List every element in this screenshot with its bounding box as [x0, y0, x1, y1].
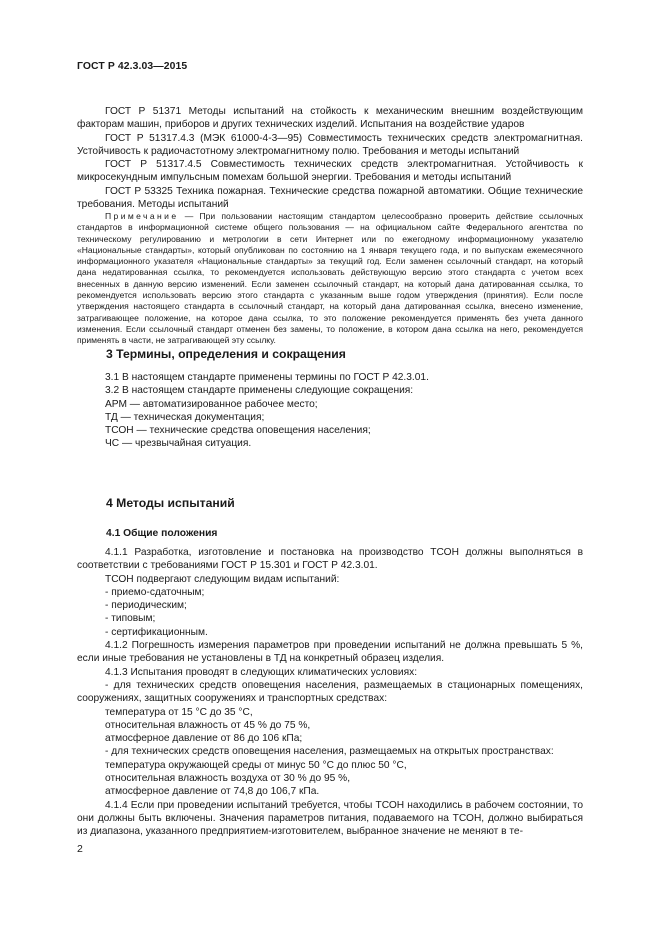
section-4-body — [77, 546, 583, 839]
clause-3-1: 3.1 В настоящем стандарте применены термины по ГОСТ Р 42.3.01. — [105, 372, 429, 383]
condition-item: относительная влажность от 45 % до 75 %, — [105, 719, 311, 731]
abbreviation-item: АРМ — автоматизированное рабочее место; — [105, 398, 318, 410]
page-number: 2 — [77, 843, 83, 855]
section-3-title: 3 Термины, определения и сокращения — [106, 347, 346, 361]
test-type-item: - типовым; — [105, 613, 156, 625]
outdoor-conditions-intro: - для технических средств оповещения населения, размещаемых на открытых пространствах: — [105, 746, 554, 758]
normative-references — [77, 105, 583, 211]
section-3-body — [77, 371, 583, 451]
document-header: ГОСТ Р 42.3.03—2015 — [77, 61, 188, 72]
clause-4-1-1: 4.1.1 Разработка, изготовление и постановка на производство ТСОН должны выполняться в соответствии с требованиями ГОСТ Р 15.301 и ГОСТ Р 42.3.01. — [77, 547, 583, 572]
note-label: Примечание — [105, 211, 179, 221]
note-text: — При пользовании настоящим стандартом целесообразно проверить действие ссылочных стандартов в информационной системе общего пользования — на официальном сайте Федерального агентства по техническому регулированию и метрологии в сети Интернет или по ежегодному информационному указателю «Национальные стандарты», который опубликован по состоянию на 1 января текущего года, и по выпускам ежемесячного информационного указателя «Национальные стандарты» за текущий год. Если заменен ссылочный стандарт, на который дана недатированная ссылка, то рекомендуется использовать действующую версию этого стандарта с учетом всех внесенных в данную версию изменений. Если заменен ссылочный стандарт, на который дана датированная ссылка, то рекомендуется использовать версию этого стандарта с указанным выше годом утверждения (принятия). Если после утверждения настоящего стандарта в ссылочный стандарт, на который дана датированная ссылка, внесено изменение, затрагивающее положение, на которое дана ссылка, то это положение рекомендуется применять без учета данного изменения. Если ссылочный стандарт отменен без замены, то положение, в котором дана ссылка на него, рекомендуется применять в части, не затрагивающей эту ссылку. — [77, 211, 583, 346]
indoor-conditions-intro: - для технических средств оповещения населения, размещаемых в стационарных помещениях, сооружениях, защитных сооружениях и транспортных средствах: — [77, 679, 583, 705]
abbreviation-item: ТСОН — технические средства оповещения населения; — [105, 425, 371, 437]
test-type-item: - приемо-сдаточным; — [105, 586, 205, 598]
clause-3-2: 3.2 В настоящем стандарте применены следующие сокращения: — [105, 385, 414, 397]
subsection-4-1-title: 4.1 Общие положения — [106, 528, 218, 539]
note-paragraph — [77, 211, 583, 347]
condition-item: относительная влажность воздуха от 30 % до 95 %, — [105, 773, 351, 785]
condition-item: температура от 15 °С до 35 °С, — [105, 706, 253, 718]
test-type-item: - сертификационным. — [105, 626, 208, 638]
reference-item: ГОСТ Р 51317.4.3 (МЭК 61000-4-3—95) Совместимость технических средств электромагнитная. Устойчивость к радиочастотному электромагнитному полю. Требования и методы испытаний — [77, 132, 583, 157]
reference-item: ГОСТ Р 51371 Методы испытаний на стойкость к механическим внешним воздействующим факторам машин, приборов и других технических изделий. Испытания на воздействие ударов — [77, 106, 583, 131]
condition-item: атмосферное давление от 86 до 106 кПа; — [105, 733, 303, 745]
abbreviation-item: ЧС — чрезвычайная ситуация. — [105, 438, 252, 450]
condition-item: атмосферное давление от 74,8 до 106,7 кПа. — [105, 786, 320, 798]
reference-item: ГОСТ Р 51317.4.5 Совместимость технических средств электромагнитная. Устойчивость к микросекундным импульсным помехам большой энергии. Требования и методы испытаний — [77, 159, 583, 184]
section-4-title: 4 Методы испытаний — [106, 496, 235, 510]
condition-item: температура окружающей среды от минус 50 °С до плюс 50 °С, — [105, 759, 407, 771]
tests-intro: ТСОН подвергают следующим видам испытаний: — [105, 573, 340, 585]
clause-4-1-4: 4.1.4 Если при проведении испытаний требуется, чтобы ТСОН находились в рабочем состоянии, то они должны быть включены. Значения параметров питания, подаваемого на ТСОН, должно выбираться из диапазона, указанного предприятием-изготовителем, выбранное значение не меняют в те- — [77, 799, 583, 838]
abbreviation-item: ТД — техническая документация; — [105, 411, 265, 423]
clause-4-1-3: 4.1.3 Испытания проводят в следующих климатических условиях: — [105, 666, 418, 678]
reference-item: ГОСТ Р 53325 Техника пожарная. Технические средства пожарной автоматики. Общие технические требования. Методы испытаний — [77, 185, 583, 211]
clause-4-1-2: 4.1.2 Погрешность измерения параметров при проведении испытаний не должна превышать 5 %, если иные требования не установлены в ТД на конкретный образец изделия. — [77, 640, 583, 665]
test-type-item: - периодическим; — [105, 600, 187, 612]
